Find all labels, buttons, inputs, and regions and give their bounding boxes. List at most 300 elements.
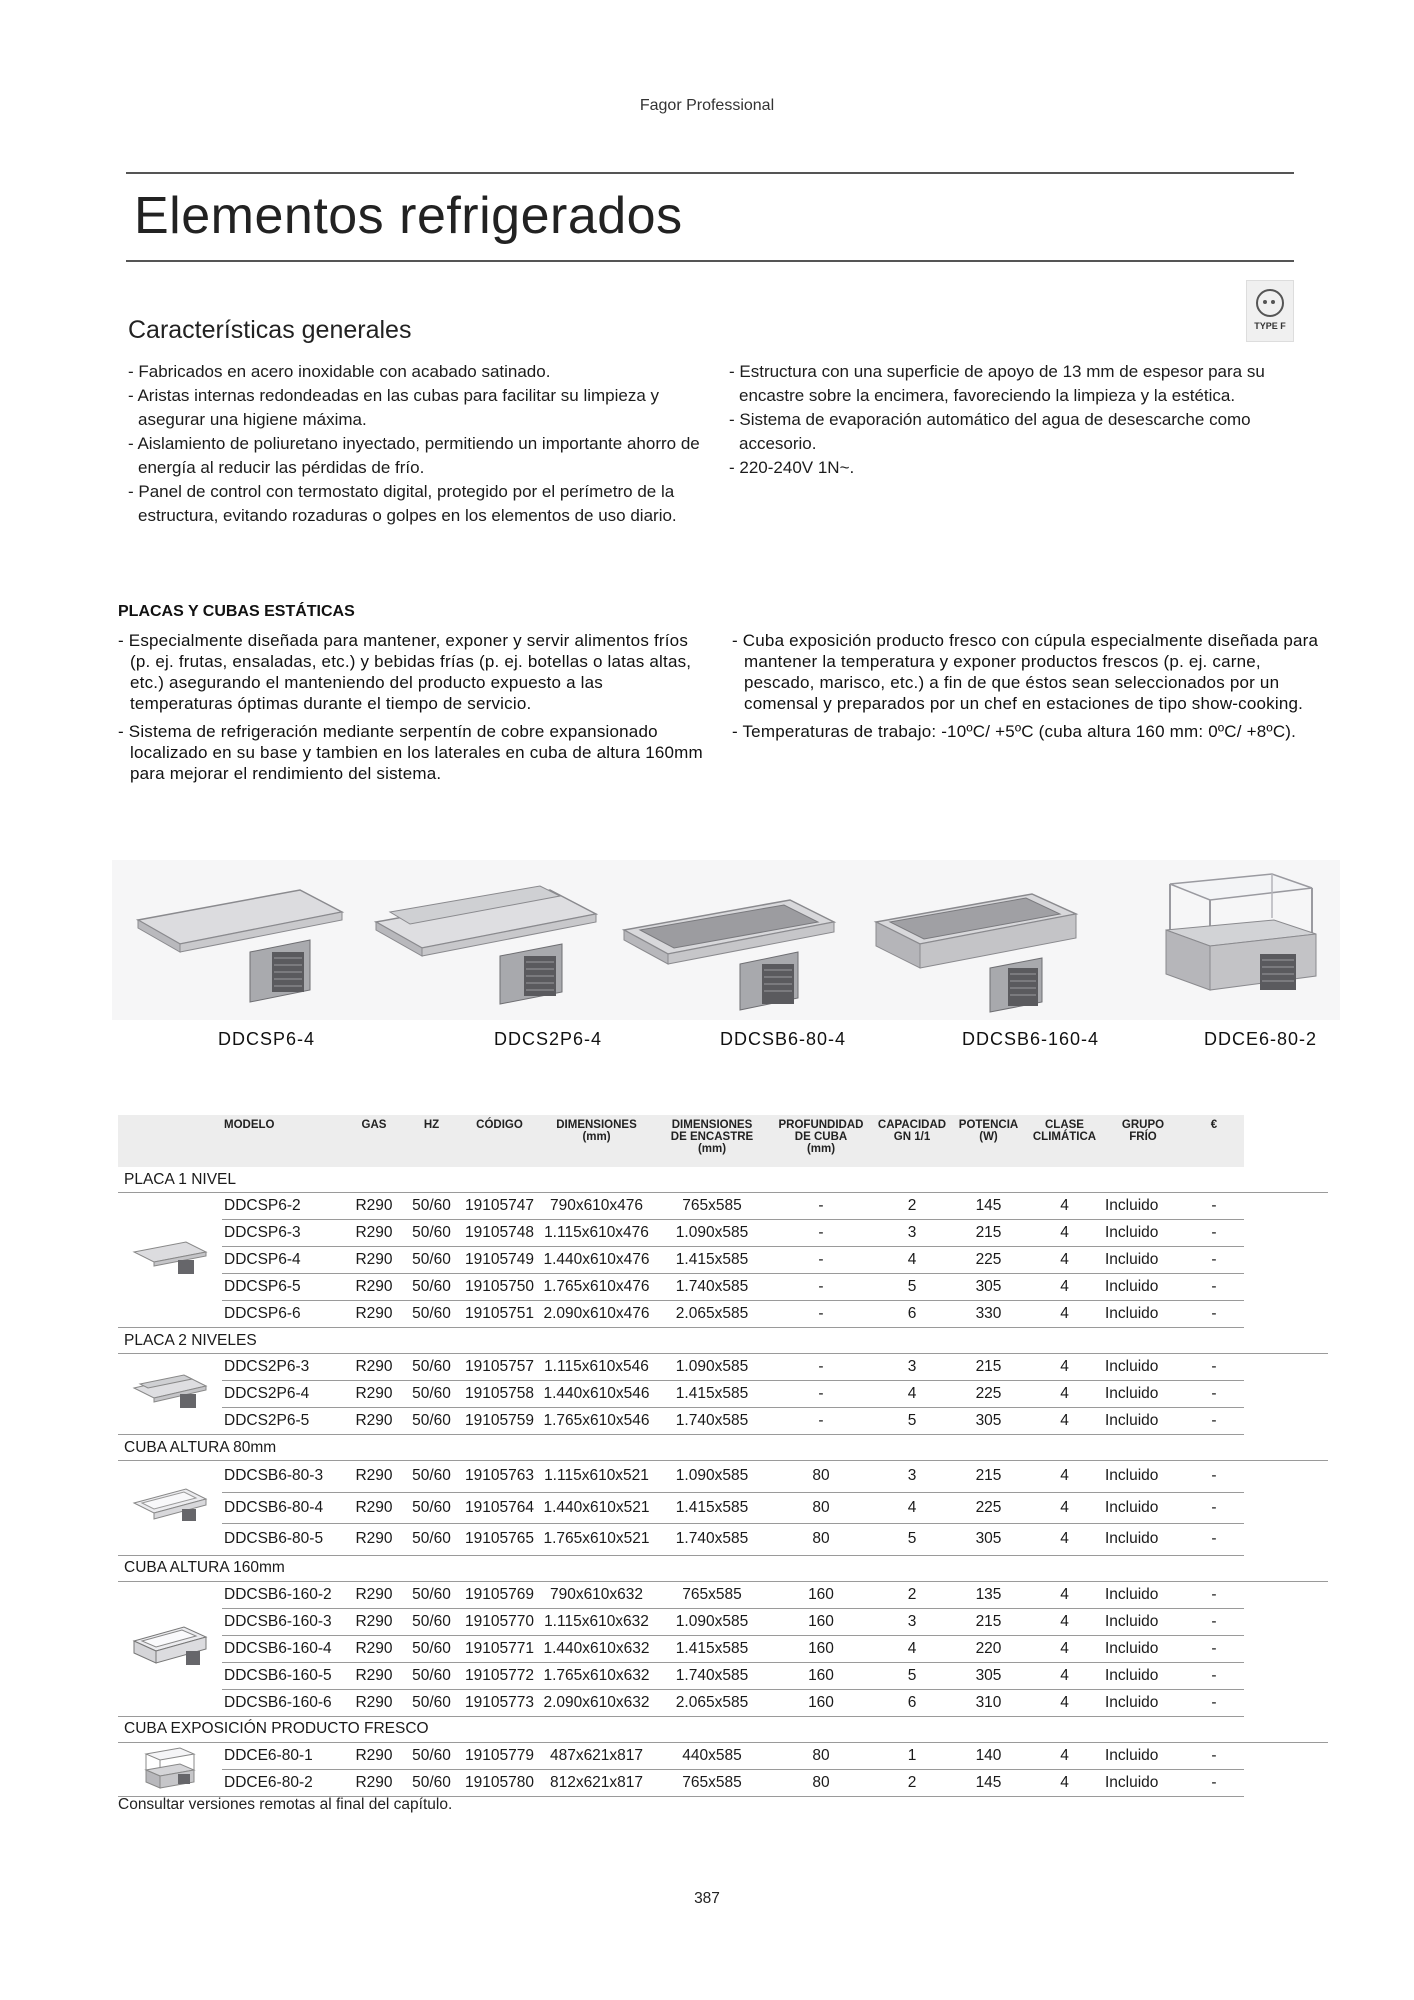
cell-gas: R290 — [347, 1220, 401, 1247]
cell-power: 140 — [950, 1742, 1027, 1769]
cell-code: 19105772 — [462, 1662, 537, 1689]
cell-cold-group: Incluido — [1102, 1742, 1184, 1769]
col-grupo-header: GRUPO FRÍO — [1102, 1115, 1184, 1167]
group-row — [118, 1716, 1328, 1742]
type-f-badge — [1246, 280, 1294, 342]
cell-power: 305 — [950, 1524, 1027, 1556]
cell-code: 19105747 — [462, 1193, 537, 1220]
cell-depth: 160 — [768, 1581, 874, 1608]
cell-encastre: 1.740x585 — [656, 1274, 768, 1301]
cell-gas: R290 — [347, 1301, 401, 1328]
cell-dimensions: 812x621x817 — [537, 1769, 656, 1796]
cell-climate-class: 4 — [1027, 1408, 1102, 1435]
cell-hz: 50/60 — [401, 1381, 462, 1408]
cell-encastre: 765x585 — [656, 1769, 768, 1796]
cell-model: DDCSB6-80-5 — [222, 1524, 347, 1556]
cell-hz: 50/60 — [401, 1274, 462, 1301]
cell-code: 19105770 — [462, 1608, 537, 1635]
cell-code: 19105771 — [462, 1635, 537, 1662]
cell-climate-class: 4 — [1027, 1461, 1102, 1493]
cell-model: DDCSB6-160-2 — [222, 1581, 347, 1608]
cell-encastre: 1.415x585 — [656, 1381, 768, 1408]
cell-model: DDCSB6-160-4 — [222, 1635, 347, 1662]
cell-model: DDCSB6-80-4 — [222, 1492, 347, 1524]
cell-price: - — [1184, 1769, 1244, 1796]
product-image-ddcsp6-4 — [130, 882, 360, 1012]
cell-hz: 50/60 — [401, 1492, 462, 1524]
cell-capacity: 4 — [874, 1635, 950, 1662]
cell-cold-group: Incluido — [1102, 1769, 1184, 1796]
cell-depth: - — [768, 1274, 874, 1301]
cell-price: - — [1184, 1608, 1244, 1635]
cell-code: 19105748 — [462, 1220, 537, 1247]
group-title: CUBA ALTURA 160mm — [118, 1555, 1328, 1581]
cell-depth: - — [768, 1408, 874, 1435]
cell-capacity: 3 — [874, 1461, 950, 1493]
table-row — [118, 1461, 1328, 1493]
cell-capacity: 2 — [874, 1193, 950, 1220]
cell-model: DDCSP6-4 — [222, 1247, 347, 1274]
title-rule — [126, 260, 1294, 262]
thumb-cuba-80 — [118, 1461, 222, 1556]
cell-hz: 50/60 — [401, 1301, 462, 1328]
cell-gas: R290 — [347, 1689, 401, 1716]
cell-encastre: 1.090x585 — [656, 1220, 768, 1247]
cell-dimensions: 790x610x632 — [537, 1581, 656, 1608]
cell-price: - — [1184, 1581, 1244, 1608]
product-label: DDCSP6-4 — [218, 1029, 316, 1049]
cell-depth: 80 — [768, 1769, 874, 1796]
cell-code: 19105779 — [462, 1742, 537, 1769]
table-body — [118, 1167, 1328, 1796]
col-clase-header: CLASE CLIMÁTICA — [1027, 1115, 1102, 1167]
cell-price: - — [1184, 1492, 1244, 1524]
cell-power: 330 — [950, 1301, 1027, 1328]
cell-price: - — [1184, 1662, 1244, 1689]
product-label: DDCSB6-80-4 — [720, 1029, 847, 1049]
cell-hz: 50/60 — [401, 1689, 462, 1716]
cell-encastre: 1.415x585 — [656, 1247, 768, 1274]
cell-encastre: 765x585 — [656, 1193, 768, 1220]
cell-hz: 50/60 — [401, 1662, 462, 1689]
cell-capacity: 5 — [874, 1274, 950, 1301]
col-gas-header: GAS — [347, 1115, 401, 1167]
cell-cold-group: Incluido — [1102, 1581, 1184, 1608]
thumb-placa-2-niveles — [118, 1354, 222, 1435]
cell-cold-group: Incluido — [1102, 1524, 1184, 1556]
cell-power: 305 — [950, 1408, 1027, 1435]
cell-dimensions: 1.115x610x521 — [537, 1461, 656, 1493]
product-image-ddcsb6-160-4 — [872, 884, 1092, 1014]
general-list-left — [128, 360, 703, 528]
table-row — [118, 1769, 1328, 1796]
placas-list-left — [118, 630, 708, 791]
cell-climate-class: 4 — [1027, 1635, 1102, 1662]
cell-dimensions: 1.765x610x546 — [537, 1408, 656, 1435]
list-item: - Fabricados en acero inoxidable con acabado satinado. — [128, 362, 551, 381]
list-item: - Aristas internas redondeadas en las cubas para facilitar su limpieza y asegurar una higiene máxima. — [128, 386, 660, 429]
cell-price: - — [1184, 1635, 1244, 1662]
list-item: - 220-240V 1N~. — [729, 458, 855, 477]
cell-hz: 50/60 — [401, 1220, 462, 1247]
thumb-cuba-160 — [118, 1581, 222, 1716]
brand-header: Fagor Professional — [639, 97, 775, 114]
cell-cold-group: Incluido — [1102, 1274, 1184, 1301]
cell-power: 215 — [950, 1354, 1027, 1381]
page-number: 387 — [694, 1890, 720, 1907]
thumb-cuba-exposicion — [118, 1742, 222, 1796]
top-rule — [126, 172, 1294, 174]
general-list-right — [729, 360, 1304, 480]
cell-dimensions: 2.090x610x476 — [537, 1301, 656, 1328]
cell-encastre: 765x585 — [656, 1581, 768, 1608]
thumb-placa-1-nivel — [118, 1193, 222, 1328]
cell-model: DDCSP6-3 — [222, 1220, 347, 1247]
cell-cold-group: Incluido — [1102, 1662, 1184, 1689]
group-title: CUBA ALTURA 80mm — [118, 1435, 1328, 1461]
cell-cold-group: Incluido — [1102, 1247, 1184, 1274]
cell-dimensions: 1.765x610x632 — [537, 1662, 656, 1689]
cell-code: 19105763 — [462, 1461, 537, 1493]
cell-model: DDCSB6-160-5 — [222, 1662, 347, 1689]
table-row — [118, 1220, 1328, 1247]
cell-capacity: 5 — [874, 1524, 950, 1556]
cell-capacity: 5 — [874, 1408, 950, 1435]
col-modelo-header: MODELO — [222, 1115, 347, 1167]
table-row — [118, 1635, 1328, 1662]
cell-capacity: 4 — [874, 1247, 950, 1274]
cell-price: - — [1184, 1354, 1244, 1381]
list-item: - Aislamiento de poliuretano inyectado, permitiendo un importante ahorro de energía al reducir las pérdidas de frío. — [128, 434, 700, 477]
cell-dimensions: 1.440x610x521 — [537, 1492, 656, 1524]
cell-gas: R290 — [347, 1742, 401, 1769]
cell-capacity: 6 — [874, 1301, 950, 1328]
cell-capacity: 3 — [874, 1220, 950, 1247]
cell-price: - — [1184, 1274, 1244, 1301]
table-row — [118, 1742, 1328, 1769]
cell-cold-group: Incluido — [1102, 1301, 1184, 1328]
cell-code: 19105759 — [462, 1408, 537, 1435]
placas-list-right — [732, 630, 1322, 749]
col-profundidad-header: PROFUNDIDAD DE CUBA (mm) — [768, 1115, 874, 1167]
cell-climate-class: 4 — [1027, 1354, 1102, 1381]
list-item: - Cuba exposición producto fresco con cúpula especialmente diseñada para mantener la temperatura y exponer productos frescos (p. ej. carne, pescado, marisco, etc.) a fin de que éstos sean seleccionados por un comensal y preparados por un chef en estaciones de tipo show-cooking. — [732, 631, 1319, 713]
footnote: Consultar versiones remotas al final del capítulo. — [118, 1796, 453, 1813]
cell-climate-class: 4 — [1027, 1689, 1102, 1716]
col-encastre-header: DIMENSIONES DE ENCASTRE (mm) — [656, 1115, 768, 1167]
cell-model: DDCE6-80-2 — [222, 1769, 347, 1796]
list-item: - Sistema de refrigeración mediante serpentín de cobre expansionado localizado en su base y tambien en los laterales en cuba de altura 160mm para mejorar el rendimiento del sistema. — [118, 722, 703, 783]
cell-cold-group: Incluido — [1102, 1635, 1184, 1662]
cell-model: DDCS2P6-4 — [222, 1381, 347, 1408]
cell-gas: R290 — [347, 1381, 401, 1408]
table-row — [118, 1492, 1328, 1524]
table-row — [118, 1524, 1328, 1556]
cell-capacity: 4 — [874, 1381, 950, 1408]
cell-depth: 80 — [768, 1492, 874, 1524]
product-image-ddcs2p6-4 — [370, 882, 610, 1012]
cell-depth: 80 — [768, 1461, 874, 1493]
list-item: - Panel de control con termostato digital, protegido por el perímetro de la estructura, evitando rozaduras o golpes en los elementos de uso diario. — [128, 482, 677, 525]
cell-power: 215 — [950, 1220, 1027, 1247]
cell-gas: R290 — [347, 1461, 401, 1493]
cell-power: 215 — [950, 1461, 1027, 1493]
cell-capacity: 2 — [874, 1769, 950, 1796]
cell-gas: R290 — [347, 1608, 401, 1635]
cell-encastre: 2.065x585 — [656, 1689, 768, 1716]
cell-depth: - — [768, 1301, 874, 1328]
cell-climate-class: 4 — [1027, 1662, 1102, 1689]
placas-heading: PLACAS Y CUBAS ESTÁTICAS — [118, 603, 355, 620]
cell-price: - — [1184, 1247, 1244, 1274]
cell-encastre: 2.065x585 — [656, 1301, 768, 1328]
cell-price: - — [1184, 1301, 1244, 1328]
cell-price: - — [1184, 1689, 1244, 1716]
cell-climate-class: 4 — [1027, 1193, 1102, 1220]
cell-dimensions: 1.440x610x546 — [537, 1381, 656, 1408]
cell-dimensions: 1.115x610x476 — [537, 1220, 656, 1247]
cell-climate-class: 4 — [1027, 1492, 1102, 1524]
table-row — [118, 1274, 1328, 1301]
cell-depth: - — [768, 1381, 874, 1408]
socket-icon — [1256, 289, 1284, 317]
cell-gas: R290 — [347, 1492, 401, 1524]
group-row — [118, 1435, 1328, 1461]
cell-hz: 50/60 — [401, 1247, 462, 1274]
cell-depth: 80 — [768, 1524, 874, 1556]
cell-power: 225 — [950, 1381, 1027, 1408]
cell-model: DDCSP6-6 — [222, 1301, 347, 1328]
cell-cold-group: Incluido — [1102, 1608, 1184, 1635]
group-title: CUBA EXPOSICIÓN PRODUCTO FRESCO — [118, 1716, 1328, 1742]
cell-capacity: 4 — [874, 1492, 950, 1524]
cell-model: DDCSB6-160-6 — [222, 1689, 347, 1716]
cell-depth: 80 — [768, 1742, 874, 1769]
cell-climate-class: 4 — [1027, 1220, 1102, 1247]
cell-model: DDCSB6-160-3 — [222, 1608, 347, 1635]
cell-cold-group: Incluido — [1102, 1408, 1184, 1435]
cell-model: DDCSP6-5 — [222, 1274, 347, 1301]
col-potencia-header: POTENCIA (W) — [950, 1115, 1027, 1167]
cell-encastre: 440x585 — [656, 1742, 768, 1769]
cell-gas: R290 — [347, 1635, 401, 1662]
cell-hz: 50/60 — [401, 1461, 462, 1493]
cell-dimensions: 1.440x610x476 — [537, 1247, 656, 1274]
cell-code: 19105757 — [462, 1354, 537, 1381]
list-item: - Sistema de evaporación automático del agua de desescarche como accesorio. — [729, 410, 1251, 453]
cell-climate-class: 4 — [1027, 1381, 1102, 1408]
cell-cold-group: Incluido — [1102, 1689, 1184, 1716]
cell-dimensions: 790x610x476 — [537, 1193, 656, 1220]
cell-hz: 50/60 — [401, 1354, 462, 1381]
cell-encastre: 1.740x585 — [656, 1662, 768, 1689]
list-item: - Especialmente diseñada para mantener, exponer y servir alimentos fríos (p. ej. frutas, ensaladas, etc.) y bebidas frías (p. ej. botellas o latas altas, etc.) asegurando el manteniendo del producto expuesto a las temperaturas óptimas durante el tiempo de servicio. — [118, 631, 692, 713]
cell-price: - — [1184, 1742, 1244, 1769]
cell-power: 135 — [950, 1581, 1027, 1608]
cell-capacity: 3 — [874, 1354, 950, 1381]
cell-climate-class: 4 — [1027, 1247, 1102, 1274]
table-row — [118, 1354, 1328, 1381]
cell-price: - — [1184, 1461, 1244, 1493]
product-label: DDCE6-80-2 — [1204, 1029, 1318, 1049]
product-gallery — [112, 860, 1340, 1020]
cell-capacity: 6 — [874, 1689, 950, 1716]
cell-depth: 160 — [768, 1662, 874, 1689]
col-precio-header: € — [1184, 1115, 1244, 1167]
cell-climate-class: 4 — [1027, 1769, 1102, 1796]
col-capacidad-header: CAPACIDAD GN 1/1 — [874, 1115, 950, 1167]
cell-dimensions: 1.440x610x632 — [537, 1635, 656, 1662]
cell-model: DDCSB6-80-3 — [222, 1461, 347, 1493]
cell-price: - — [1184, 1193, 1244, 1220]
list-item: - Estructura con una superficie de apoyo de 13 mm de espesor para su encastre sobre la encimera, favoreciendo la limpieza y la estética. — [729, 362, 1265, 405]
cell-climate-class: 4 — [1027, 1742, 1102, 1769]
col-dimensiones-header: DIMENSIONES (mm) — [537, 1115, 656, 1167]
cell-gas: R290 — [347, 1193, 401, 1220]
cell-depth: - — [768, 1247, 874, 1274]
cell-dimensions: 487x621x817 — [537, 1742, 656, 1769]
cell-power: 145 — [950, 1769, 1027, 1796]
cell-climate-class: 4 — [1027, 1274, 1102, 1301]
group-row — [118, 1167, 1328, 1193]
cell-hz: 50/60 — [401, 1193, 462, 1220]
cell-dimensions: 1.765x610x476 — [537, 1274, 656, 1301]
cell-price: - — [1184, 1381, 1244, 1408]
cell-dimensions: 1.765x610x521 — [537, 1524, 656, 1556]
table-row — [118, 1301, 1328, 1328]
cell-gas: R290 — [347, 1662, 401, 1689]
product-label: DDCS2P6-4 — [494, 1029, 603, 1049]
cell-hz: 50/60 — [401, 1581, 462, 1608]
cell-climate-class: 4 — [1027, 1581, 1102, 1608]
cell-power: 305 — [950, 1274, 1027, 1301]
cell-cold-group: Incluido — [1102, 1492, 1184, 1524]
cell-hz: 50/60 — [401, 1408, 462, 1435]
cell-depth: - — [768, 1193, 874, 1220]
cell-code: 19105765 — [462, 1524, 537, 1556]
col-hz-header: HZ — [401, 1115, 462, 1167]
cell-gas: R290 — [347, 1247, 401, 1274]
cell-encastre: 1.415x585 — [656, 1492, 768, 1524]
type-f-label: TYPE F — [1254, 321, 1286, 331]
cell-code: 19105773 — [462, 1689, 537, 1716]
cell-code: 19105758 — [462, 1381, 537, 1408]
cell-power: 225 — [950, 1492, 1027, 1524]
cell-hz: 50/60 — [401, 1769, 462, 1796]
header-spacer — [118, 1115, 222, 1167]
cell-encastre: 1.740x585 — [656, 1408, 768, 1435]
cell-code: 19105780 — [462, 1769, 537, 1796]
cell-cold-group: Incluido — [1102, 1193, 1184, 1220]
cell-power: 305 — [950, 1662, 1027, 1689]
cell-code: 19105764 — [462, 1492, 537, 1524]
cell-price: - — [1184, 1408, 1244, 1435]
cell-power: 220 — [950, 1635, 1027, 1662]
cell-depth: - — [768, 1354, 874, 1381]
cell-model: DDCS2P6-5 — [222, 1408, 347, 1435]
cell-encastre: 1.090x585 — [656, 1461, 768, 1493]
cell-dimensions: 1.115x610x546 — [537, 1354, 656, 1381]
cell-power: 225 — [950, 1247, 1027, 1274]
col-codigo-header: CÓDIGO — [462, 1115, 537, 1167]
cell-climate-class: 4 — [1027, 1608, 1102, 1635]
spec-table-container — [118, 1115, 1328, 1797]
cell-hz: 50/60 — [401, 1608, 462, 1635]
cell-capacity: 5 — [874, 1662, 950, 1689]
table-row — [118, 1581, 1328, 1608]
cell-climate-class: 4 — [1027, 1301, 1102, 1328]
cell-gas: R290 — [347, 1274, 401, 1301]
table-row — [118, 1689, 1328, 1716]
cell-capacity: 1 — [874, 1742, 950, 1769]
cell-hz: 50/60 — [401, 1742, 462, 1769]
cell-encastre: 1.090x585 — [656, 1354, 768, 1381]
cell-hz: 50/60 — [401, 1524, 462, 1556]
cell-depth: 160 — [768, 1689, 874, 1716]
cell-gas: R290 — [347, 1581, 401, 1608]
cell-depth: - — [768, 1220, 874, 1247]
cell-gas: R290 — [347, 1769, 401, 1796]
group-title: PLACA 2 NIVELES — [118, 1328, 1328, 1354]
table-header-row — [118, 1115, 1328, 1167]
product-image-ddcsb6-80-4 — [620, 888, 850, 1018]
table-row — [118, 1193, 1328, 1220]
spec-table — [118, 1115, 1328, 1797]
cell-gas: R290 — [347, 1524, 401, 1556]
cell-climate-class: 4 — [1027, 1524, 1102, 1556]
cell-code: 19105769 — [462, 1581, 537, 1608]
table-row — [118, 1408, 1328, 1435]
general-heading: Características generales — [128, 316, 412, 344]
table-row — [118, 1608, 1328, 1635]
product-label: DDCSB6-160-4 — [962, 1029, 1100, 1049]
table-row — [118, 1662, 1328, 1689]
group-title: PLACA 1 NIVEL — [118, 1167, 1328, 1193]
cell-power: 310 — [950, 1689, 1027, 1716]
cell-code: 19105750 — [462, 1274, 537, 1301]
cell-encastre: 1.740x585 — [656, 1524, 768, 1556]
cell-hz: 50/60 — [401, 1635, 462, 1662]
cell-code: 19105749 — [462, 1247, 537, 1274]
cell-model: DDCS2P6-3 — [222, 1354, 347, 1381]
cell-dimensions: 1.115x610x632 — [537, 1608, 656, 1635]
cell-gas: R290 — [347, 1408, 401, 1435]
cell-price: - — [1184, 1524, 1244, 1556]
cell-encastre: 1.090x585 — [656, 1608, 768, 1635]
group-row — [118, 1328, 1328, 1354]
list-item: - Temperaturas de trabajo: -10ºC/ +5ºC (cuba altura 160 mm: 0ºC/ +8ºC). — [732, 722, 1297, 741]
cell-cold-group: Incluido — [1102, 1381, 1184, 1408]
cell-capacity: 3 — [874, 1608, 950, 1635]
cell-cold-group: Incluido — [1102, 1354, 1184, 1381]
cell-price: - — [1184, 1220, 1244, 1247]
page-title: Elementos refrigerados — [134, 187, 683, 245]
table-row — [118, 1247, 1328, 1274]
cell-power: 215 — [950, 1608, 1027, 1635]
group-row — [118, 1555, 1328, 1581]
table-row — [118, 1381, 1328, 1408]
cell-code: 19105751 — [462, 1301, 537, 1328]
cell-model: DDCE6-80-1 — [222, 1742, 347, 1769]
cell-capacity: 2 — [874, 1581, 950, 1608]
cell-cold-group: Incluido — [1102, 1220, 1184, 1247]
product-image-ddce6-80-2 — [1162, 870, 1332, 1015]
cell-dimensions: 2.090x610x632 — [537, 1689, 656, 1716]
cell-encastre: 1.415x585 — [656, 1635, 768, 1662]
cell-depth: 160 — [768, 1635, 874, 1662]
cell-depth: 160 — [768, 1608, 874, 1635]
cell-cold-group: Incluido — [1102, 1461, 1184, 1493]
